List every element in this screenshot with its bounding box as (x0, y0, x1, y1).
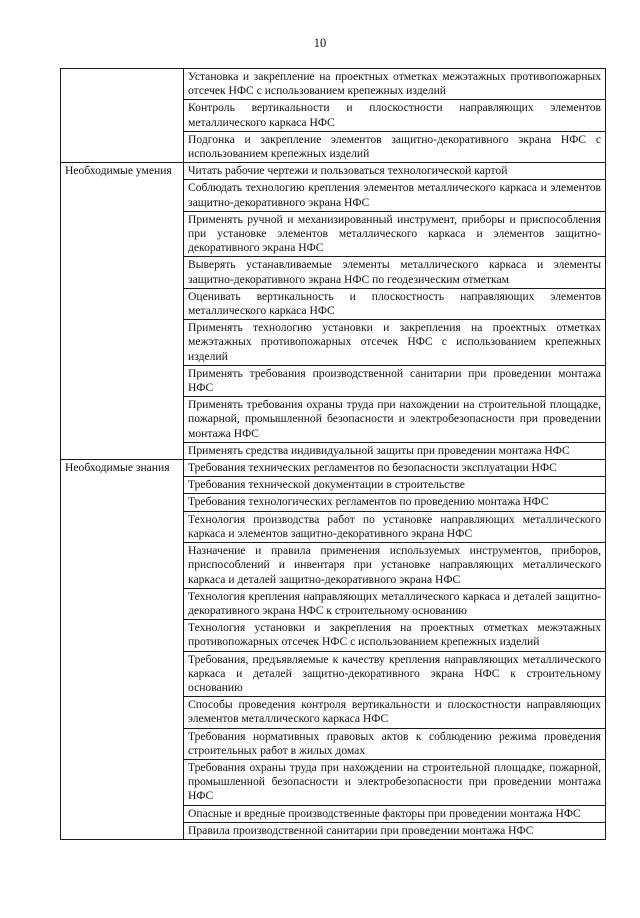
table-cell-item: Подгонка и закрепление элементов защитно-декоративного экрана НФС с использованием крепежных изделий (184, 131, 606, 162)
table-cell-item: Контроль вертикальности и плоскостности направляющих элементов металлического каркаса НФС (184, 100, 606, 131)
table-cell-item: Технология установки и закрепления на проектных отметках межэтажных противопожарных отсечек НФС с использованием крепежных изделий (184, 620, 606, 651)
requirements-table-body (61, 69, 606, 840)
table-cell-item: Требования нормативных правовых актов к соблюдению режима проведения строительных работ в жилых домах (184, 728, 606, 759)
table-cell-item: Требования технологических регламентов по проведению монтажа НФС (184, 494, 606, 511)
table-cell-item: Применять требования охраны труда при нахождении на строительной площадке, пожарной, промышленной безопасности и электробезопасности при проведении монтажа НФС (184, 397, 606, 443)
table-cell-item: Технология крепления направляющих металлического каркаса и деталей защитно-декоративного экрана НФС к строительному основанию (184, 588, 606, 619)
table-row (61, 163, 606, 180)
table-cell-item: Требования охраны труда при нахождении на строительной площадке, пожарной, промышленной безопасности и электробезопасности при проведении монтажа НФС (184, 759, 606, 805)
table-cell-item: Требования технических регламентов по безопасности эксплуатации НФС (184, 460, 606, 477)
table-cell-item: Оценивать вертикальность и плоскостность направляющих элементов металлического каркаса НФС (184, 288, 606, 319)
section-label: Необходимые умения (61, 163, 184, 460)
page-number: 10 (313, 36, 327, 50)
table-row (61, 460, 606, 477)
table-cell-item: Применять требования производственной санитарии при проведении монтажа НФС (184, 365, 606, 396)
table-cell-item: Применять технологию установки и закрепления на проектных отметках межэтажных противопожарных отсечек НФС с использованием крепежных изделий (184, 320, 606, 366)
table-cell-item: Соблюдать технологию крепления элементов металлического каркаса и элементов защитно-декоративного экрана НФС (184, 180, 606, 211)
table-cell-item: Требования технической документации в строительстве (184, 477, 606, 494)
table-row (61, 69, 606, 100)
table-cell-item: Читать рабочие чертежи и пользоваться технологической картой (184, 163, 606, 180)
table-cell-item: Технология производства работ по установке направляющих металлического каркаса и элементов защитно-декоративного экрана НФС (184, 511, 606, 542)
table-cell-item: Требования, предъявляемые к качеству крепления направляющих металлического каркаса и деталей защитно-декоративного экрана НФС к строительному основанию (184, 651, 606, 697)
table-cell-item: Применять средства индивидуальной защиты при проведении монтажа НФС (184, 442, 606, 459)
table-cell-item: Правила производственной санитарии при проведении монтажа НФС (184, 822, 606, 839)
section-label (61, 69, 184, 163)
table-cell-item: Применять ручной и механизированный инструмент, приборы и приспособления при установке элементов металлического каркаса и элементов защитно-декоративного экрана НФС (184, 211, 606, 257)
table-cell-item: Способы проведения контроля вертикальности и плоскостности направляющих элементов металлического каркаса НФС (184, 697, 606, 728)
table-cell-item: Опасные и вредные производственные факторы при проведении монтажа НФС (184, 805, 606, 822)
table-cell-item: Установка и закрепление на проектных отметках межэтажных противопожарных отсечек НФС с использованием крепежных изделий (184, 69, 606, 100)
section-label: Необходимые знания (61, 460, 184, 840)
table-cell-item: Назначение и правила применения используемых инструментов, приборов, приспособлений и инвентаря при установке направляющих металлического каркаса и деталей защитно-декоративного экрана НФС (184, 543, 606, 589)
table-cell-item: Выверять устанавливаемые элементы металлического каркаса и элементы защитно-декоративного экрана НФС по геодезическим отметкам (184, 257, 606, 288)
requirements-table (60, 68, 606, 840)
